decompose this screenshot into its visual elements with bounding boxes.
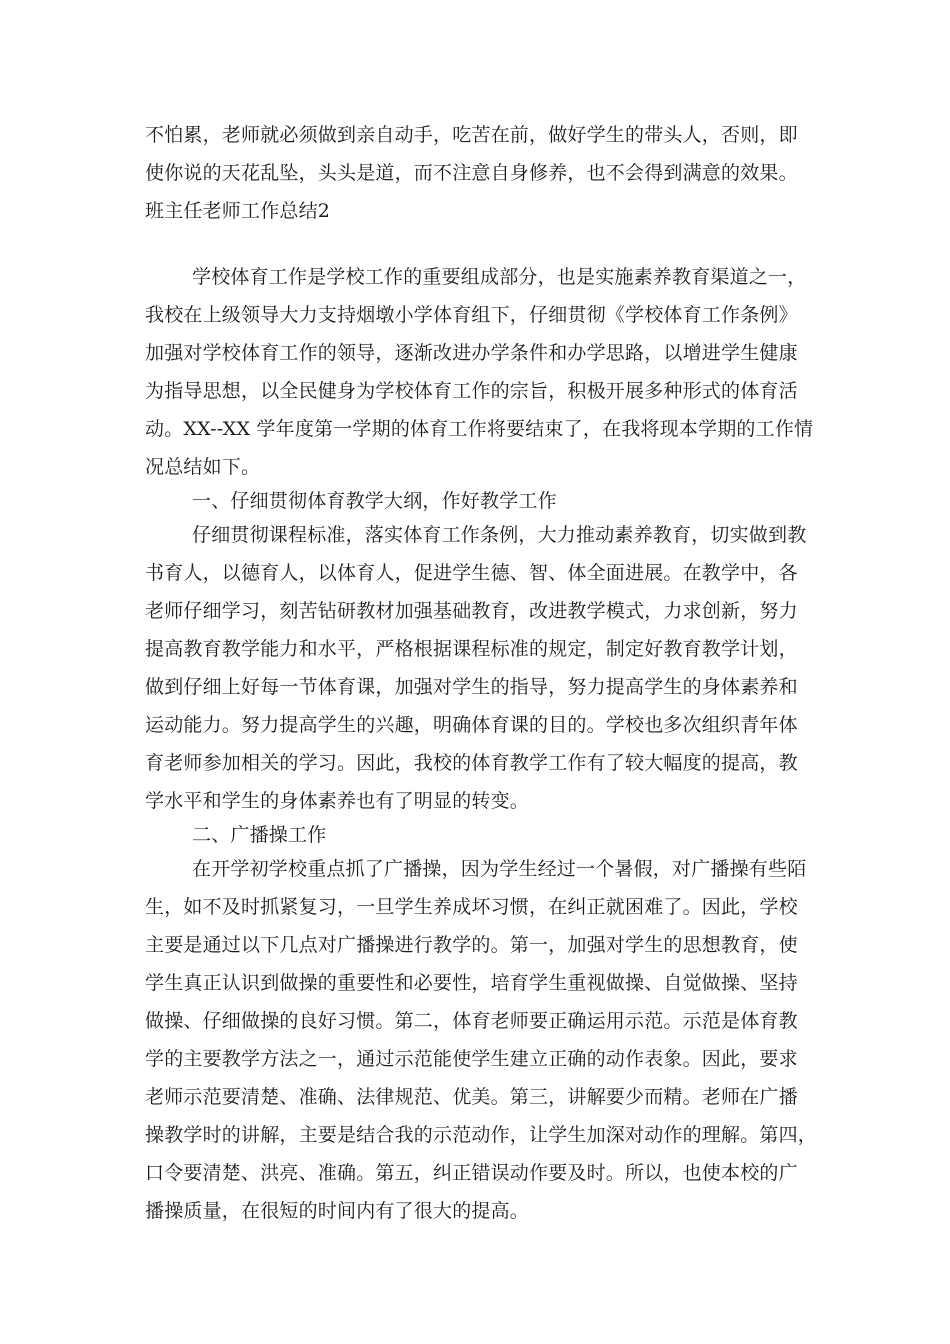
paragraph-line: 我校在上级领导大力支持烟墩小学体育组下，仔细贯彻《学校体育工作条例》 (145, 304, 798, 326)
paragraph-line: 书育人，以德育人，以体育人，促进学生德、智、体全面进展。在教学中，各 (145, 562, 798, 584)
paragraph-line: 动。XX--XX 学年度第一学期的体育工作将要结束了，在我将现本学期的工作情 (145, 418, 814, 440)
paragraph-line: 操教学时的讲解，主要是结合我的示范动作，让学生加深对动作的理解。第四， (145, 1124, 818, 1146)
subheading: 二、广播操工作 (192, 824, 327, 846)
paragraph-line: 育老师参加相关的学习。因此，我校的体育教学工作有了较大幅度的提高，教 (145, 752, 798, 774)
paragraph-line: 在开学初学校重点抓了广播操，因为学生经过一个暑假，对广播操有些陌 (192, 858, 807, 880)
paragraph-line: 学校体育工作是学校工作的重要组成部分，也是实施素养教育渠道之一， (192, 266, 807, 288)
paragraph-line: 生，如不及时抓紧复习，一旦学生养成坏习惯，在纠正就困难了。因此，学校 (145, 896, 798, 918)
paragraph-line: 运动能力。努力提高学生的兴趣，明确体育课的目的。学校也多次组织青年体 (145, 714, 798, 736)
paragraph-line: 老师仔细学习，刻苦钻研教材加强基础教育，改进教学模式，力求创新，努力 (145, 600, 798, 622)
paragraph-line: 做操、仔细做操的良好习惯。第二，体育老师要正确运用示范。示范是体育教 (145, 1010, 798, 1032)
paragraph-line: 仔细贯彻课程标准，落实体育工作条例，大力推动素养教育，切实做到教 (192, 524, 807, 546)
paragraph-line: 学水平和学生的身体素养也有了明显的转变。 (145, 790, 530, 812)
paragraph-line: 主要是通过以下几点对广播操进行教学的。第一，加强对学生的思想教育，使 (145, 934, 798, 956)
paragraph-line: 加强对学校体育工作的领导，逐渐改进办学条件和办学思路，以增进学生健康 (145, 342, 798, 364)
paragraph-line: 况总结如下。 (145, 456, 261, 478)
paragraph-line: 口令要清楚、洪亮、准确。第五，纠正错误动作要及时。所以，也使本校的广 (145, 1162, 798, 1184)
paragraph-line: 不怕累，老师就必须做到亲自动手，吃苦在前，做好学生的带头人，否则，即 (145, 124, 798, 146)
paragraph-line: 提高教育教学能力和水平，严格根据课程标准的规定，制定好教育教学计划， (145, 638, 798, 660)
subheading: 一、仔细贯彻体育教学大纲，作好教学工作 (192, 490, 557, 512)
paragraph-line: 播操质量，在很短的时间内有了很大的提高。 (145, 1200, 530, 1222)
paragraph-line: 老师示范要清楚、准确、法律规范、优美。第三，讲解要少而精。老师在广播 (145, 1086, 798, 1108)
paragraph-line: 做到仔细上好每一节体育课，加强对学生的指导，努力提高学生的身体素养和 (145, 676, 798, 698)
paragraph-line: 使你说的天花乱坠，头头是道，而不注意自身修养，也不会得到满意的效果。 (145, 162, 798, 184)
paragraph-line: 学生真正认识到做操的重要性和必要性，培育学生重视做操、自觉做操、坚持 (145, 972, 798, 994)
section-title: 班主任老师工作总结2 (145, 200, 331, 222)
paragraph-line: 学的主要教学方法之一，通过示范能使学生建立正确的动作表象。因此，要求 (145, 1048, 798, 1070)
paragraph-line: 为指导思想，以全民健身为学校体育工作的宗旨，积极开展多种形式的体育活 (145, 380, 798, 402)
